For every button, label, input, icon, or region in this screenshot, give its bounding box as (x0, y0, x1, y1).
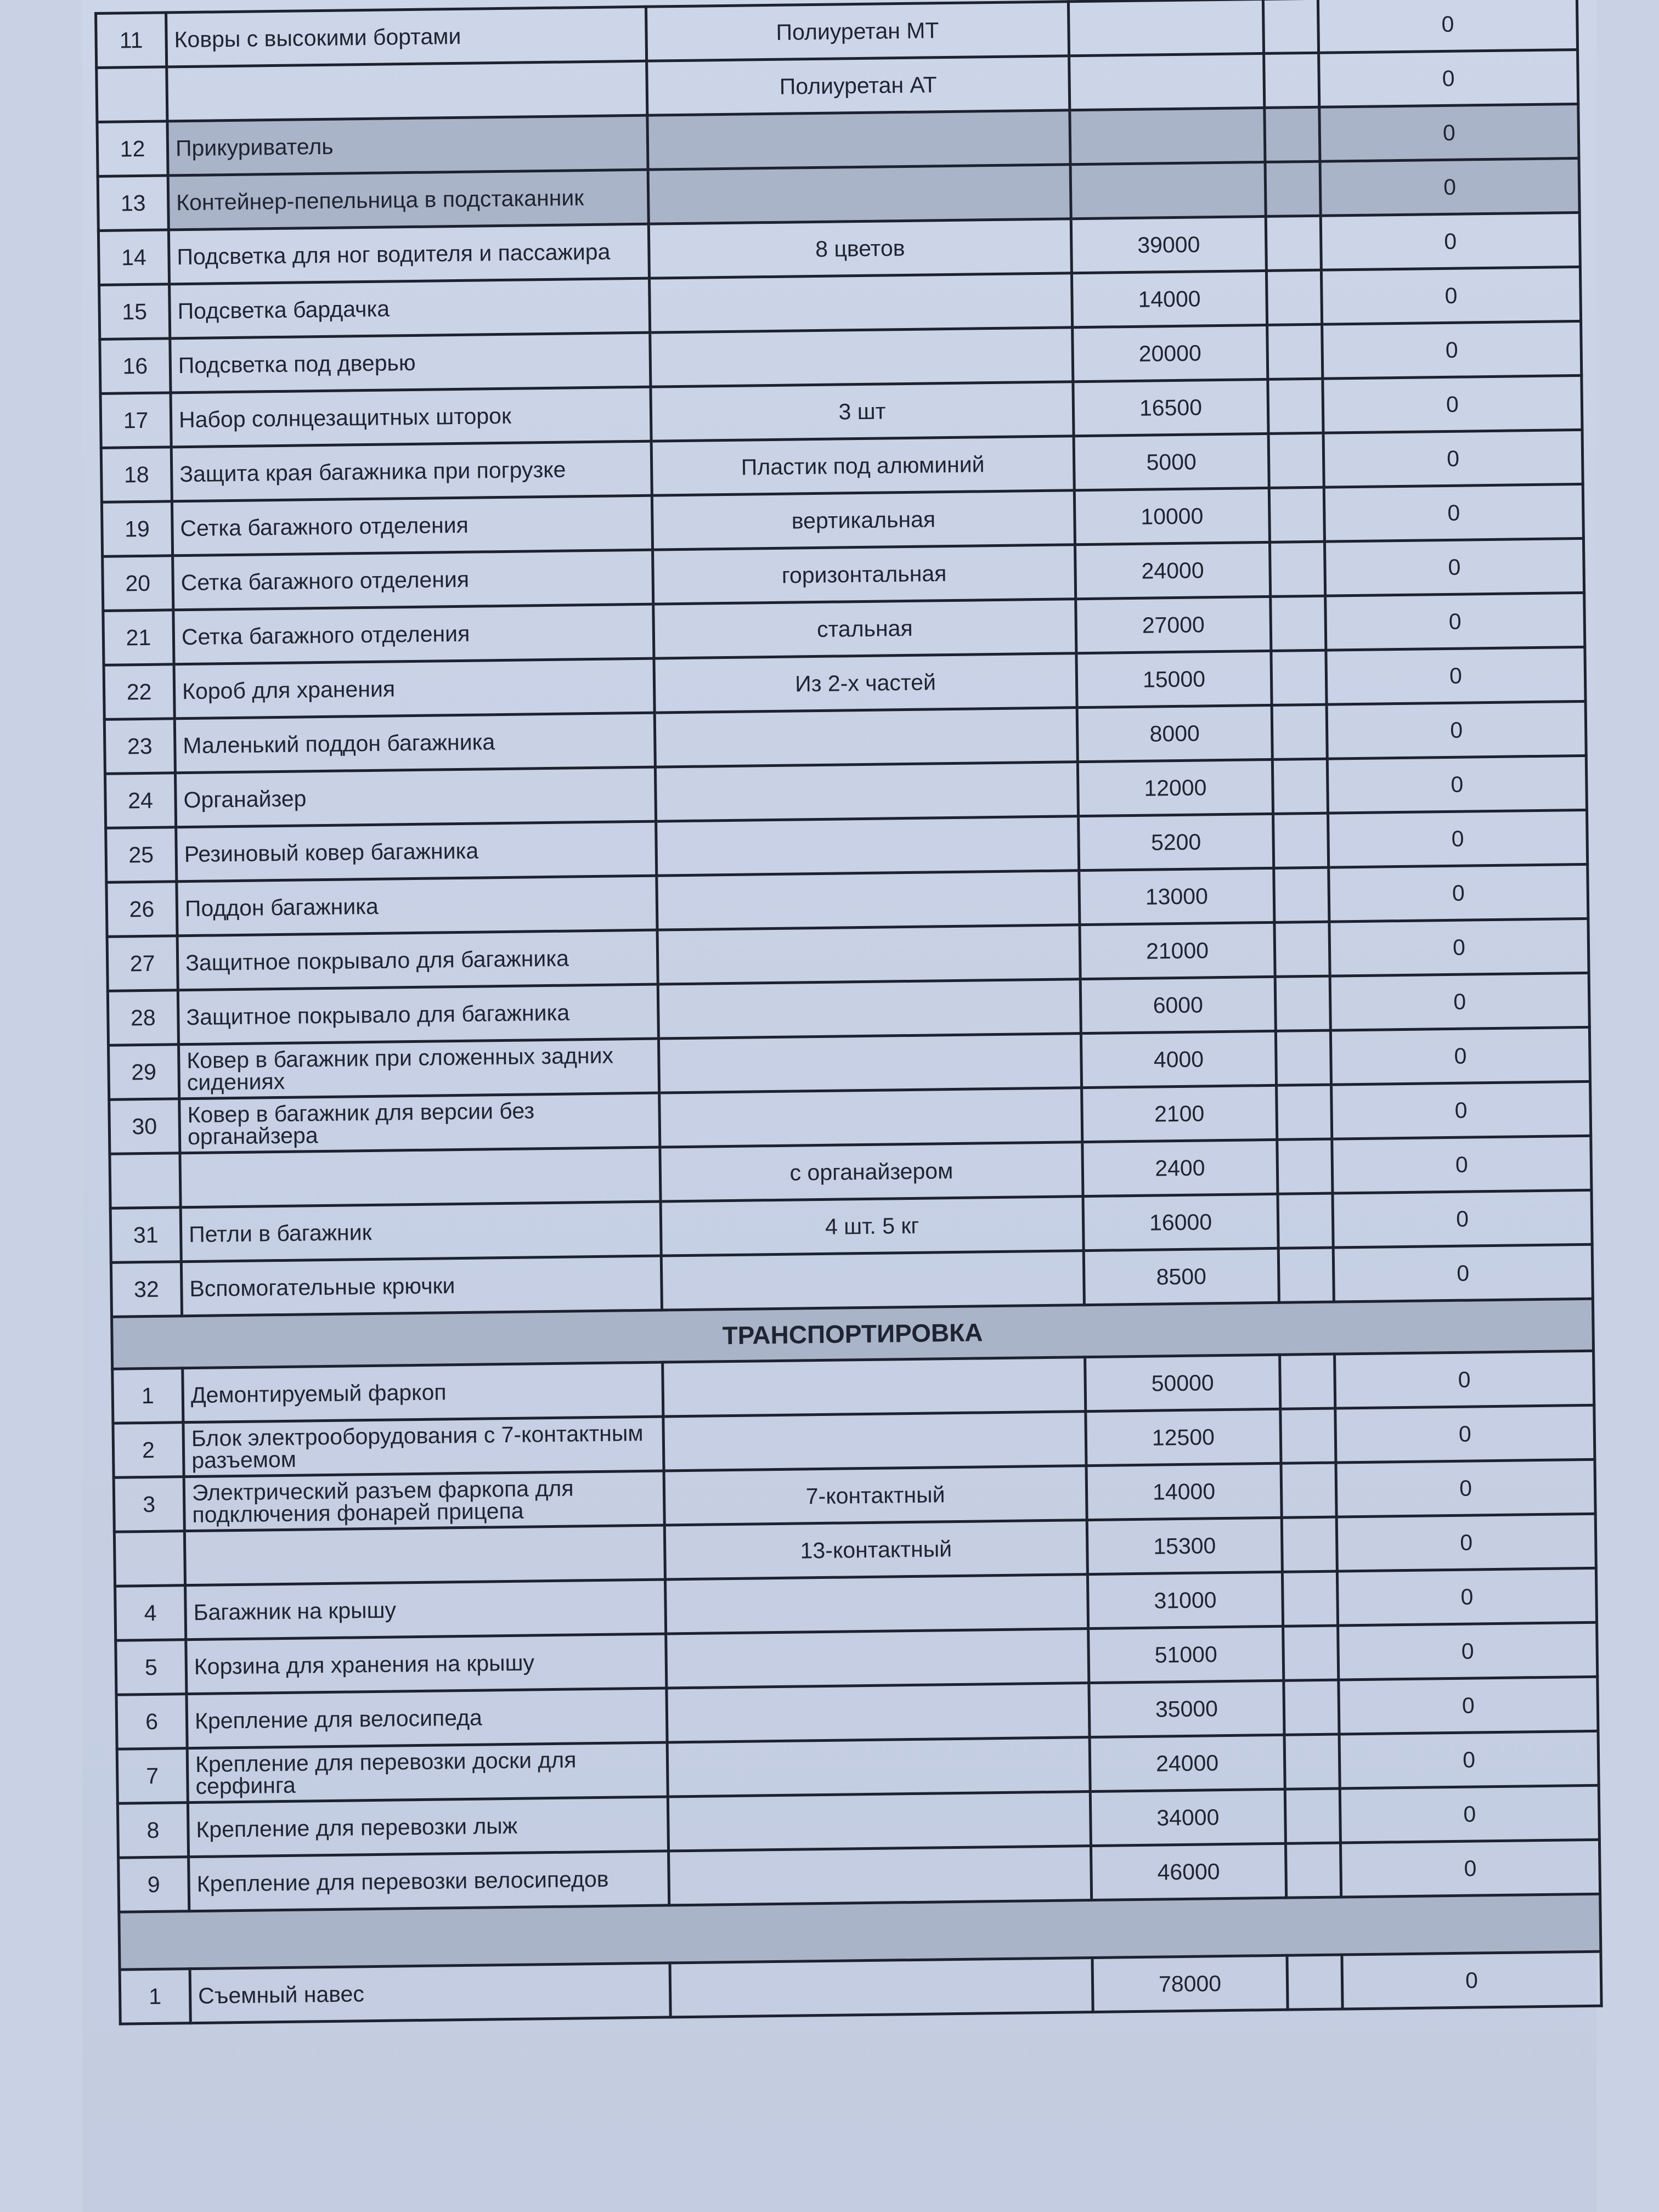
item-variant (667, 1683, 1090, 1742)
item-quantity: 0 (1319, 49, 1578, 107)
item-price: 39000 (1071, 216, 1266, 273)
item-number: 15 (99, 284, 170, 340)
item-name: Крепление для перевозки доски для серфинга (187, 1742, 668, 1803)
item-name: Подсветка для ног водителя и пассажира (168, 224, 649, 284)
item-extra (1277, 1139, 1333, 1194)
item-name: Съемный навес (190, 1963, 670, 2023)
item-extra (1266, 270, 1322, 325)
item-quantity: 0 (1318, 0, 1577, 53)
item-extra (1263, 0, 1318, 53)
item-price: 20000 (1073, 325, 1268, 381)
item-quantity: 0 (1326, 647, 1585, 704)
item-number: 4 (115, 1585, 186, 1641)
item-price: 5200 (1079, 814, 1274, 870)
item-quantity: 0 (1323, 430, 1583, 487)
item-name: Защитное покрывало для багажника (177, 930, 658, 990)
item-name: Набор солнцезащитных шторок (171, 387, 651, 447)
item-quantity: 0 (1336, 1514, 1596, 1571)
item-name: Подсветка бардачка (170, 278, 650, 338)
item-name: Защитное покрывало для багажника (178, 984, 658, 1045)
item-quantity: 0 (1335, 1351, 1594, 1408)
item-extra (1273, 813, 1329, 868)
item-number: 8 (117, 1803, 188, 1858)
transport-rows (112, 1351, 1600, 1912)
item-number: 30 (109, 1099, 180, 1154)
item-name: Блок электрооборудования с 7-контактным разъемом (183, 1417, 664, 1477)
item-variant (667, 1737, 1090, 1797)
item-extra (1280, 1408, 1336, 1463)
item-quantity: 0 (1330, 1027, 1590, 1085)
accessories-price-table (94, 0, 1603, 2025)
item-extra (1266, 216, 1321, 270)
item-name: Петли в багажник (180, 1201, 661, 1262)
item-name: Подсветка под дверью (170, 332, 651, 393)
item-variant: Из 2-х частей (654, 653, 1077, 713)
item-number: 9 (119, 1857, 189, 1912)
item-number (114, 1531, 185, 1587)
item-number: 28 (108, 990, 178, 1046)
item-name: Демонтируемый фаркоп (183, 1362, 663, 1423)
item-variant (650, 328, 1073, 387)
item-price: 24000 (1075, 542, 1270, 599)
item-quantity: 0 (1329, 918, 1589, 976)
item-name (184, 1525, 665, 1585)
item-variant (655, 762, 1078, 821)
item-quantity: 0 (1325, 592, 1585, 650)
item-name: Резиновый ковер багажника (176, 821, 657, 882)
item-extra (1268, 379, 1323, 433)
item-price: 21000 (1080, 922, 1275, 979)
item-extra (1275, 976, 1330, 1031)
item-number: 19 (101, 501, 172, 557)
item-variant: 4 шт. 5 кг (661, 1197, 1084, 1256)
item-price: 12500 (1086, 1409, 1281, 1465)
item-number: 13 (98, 176, 168, 231)
item-quantity: 0 (1333, 1244, 1593, 1302)
item-extra (1265, 107, 1320, 162)
item-extra (1282, 1571, 1338, 1626)
item-number: 23 (104, 719, 175, 774)
item-variant: 13-контактный (664, 1520, 1087, 1579)
item-extra (1287, 1955, 1342, 2010)
item-number: 3 (114, 1477, 184, 1532)
item-name: Маленький поддон багажника (174, 713, 655, 773)
item-number (97, 67, 167, 122)
item-variant (648, 165, 1071, 224)
item-quantity: 0 (1331, 1081, 1591, 1139)
item-number: 7 (117, 1748, 188, 1804)
item-quantity: 0 (1340, 1785, 1599, 1843)
item-name: Крепление для перевозки велосипедов (189, 1851, 669, 1911)
item-variant (668, 1792, 1091, 1851)
item-name: Корзина для хранения на крышу (186, 1634, 667, 1694)
item-variant: с органайзером (660, 1142, 1083, 1201)
item-number: 18 (101, 447, 172, 503)
item-variant (659, 1088, 1082, 1147)
item-name (180, 1147, 661, 1207)
item-number: 32 (111, 1262, 182, 1317)
item-name: Контейнер-пепельница в подстаканник (168, 170, 648, 230)
item-price: 15300 (1087, 1517, 1282, 1574)
item-number: 21 (103, 610, 174, 665)
item-price: 50000 (1085, 1355, 1280, 1411)
item-name: Ковры с высокими бортами (166, 7, 647, 67)
item-quantity: 0 (1338, 1622, 1598, 1680)
item-price: 2100 (1082, 1085, 1277, 1142)
item-quantity: 0 (1339, 1731, 1599, 1788)
item-number: 6 (116, 1694, 187, 1750)
item-price: 31000 (1087, 1572, 1283, 1628)
item-quantity: 0 (1332, 1136, 1592, 1193)
item-quantity: 0 (1335, 1405, 1595, 1463)
item-extra (1284, 1680, 1339, 1735)
item-price: 6000 (1080, 977, 1276, 1033)
accessories-rows (96, 0, 1593, 1317)
item-price: 46000 (1091, 1843, 1286, 1900)
item-variant: 7-контактный (664, 1466, 1087, 1525)
item-price: 2400 (1082, 1139, 1278, 1196)
item-variant (658, 1034, 1081, 1093)
item-variant (663, 1357, 1086, 1417)
item-price: 78000 (1092, 1955, 1288, 2012)
item-quantity: 0 (1324, 538, 1584, 596)
item-quantity: 0 (1337, 1568, 1596, 1626)
item-price (1070, 108, 1265, 164)
item-quantity: 0 (1323, 375, 1582, 433)
item-quantity: 0 (1327, 701, 1586, 759)
item-quantity: 0 (1329, 864, 1588, 922)
item-quantity: 0 (1320, 158, 1579, 216)
item-name: Сетка багажного отделения (173, 604, 654, 664)
item-extra (1282, 1517, 1337, 1572)
item-price: 24000 (1090, 1735, 1285, 1791)
item-number: 5 (116, 1640, 187, 1695)
item-name: Крепление для велосипеда (187, 1688, 667, 1748)
item-number: 14 (98, 230, 169, 285)
item-extra (1278, 1248, 1334, 1302)
item-price: 14000 (1086, 1463, 1282, 1520)
item-variant (656, 816, 1079, 876)
item-quantity: 0 (1330, 973, 1589, 1030)
item-extra (1283, 1626, 1339, 1680)
item-extra (1274, 867, 1329, 922)
item-extra (1281, 1463, 1336, 1517)
item-price: 27000 (1076, 596, 1271, 653)
item-price: 5000 (1074, 433, 1269, 490)
item-variant: стальная (653, 599, 1076, 658)
item-variant (665, 1575, 1088, 1634)
item-quantity: 0 (1342, 1951, 1601, 2009)
item-extra (1267, 324, 1323, 379)
item-extra (1272, 759, 1328, 814)
item-name (167, 61, 647, 121)
item-price: 15000 (1076, 651, 1272, 707)
item-number: 22 (104, 664, 174, 720)
item-number (110, 1153, 180, 1209)
item-variant: Полиуретан МТ (646, 2, 1069, 61)
item-name: Прикуриватель (167, 115, 648, 176)
item-extra (1264, 53, 1319, 108)
item-name: Ковер в багажник при сложенных задних сидениях (179, 1039, 659, 1099)
item-number: 29 (109, 1045, 179, 1100)
item-quantity: 0 (1333, 1190, 1592, 1248)
item-variant (658, 979, 1081, 1039)
item-number: 17 (100, 393, 171, 448)
item-variant: 3 шт (651, 382, 1074, 441)
item-extra (1272, 704, 1327, 759)
item-variant (663, 1412, 1086, 1471)
item-variant (650, 273, 1073, 332)
item-extra (1274, 922, 1330, 977)
item-price: 8000 (1077, 705, 1272, 761)
item-number: 1 (112, 1368, 183, 1424)
item-price: 16500 (1073, 379, 1268, 436)
item-quantity: 0 (1321, 267, 1581, 324)
item-name: Поддон багажника (177, 876, 657, 936)
item-number: 11 (96, 13, 167, 68)
item-variant (670, 1958, 1093, 2017)
item-price: 10000 (1074, 488, 1269, 544)
item-extra (1277, 1085, 1332, 1139)
item-number: 20 (103, 556, 173, 611)
item-variant: Полиуретан АТ (647, 56, 1070, 115)
item-extra (1271, 650, 1327, 705)
item-price (1070, 162, 1266, 218)
item-number: 31 (110, 1207, 181, 1263)
item-name: Электрический разъем фаркопа для подключения фонарей прицепа (184, 1471, 664, 1531)
item-extra (1276, 1030, 1331, 1085)
item-price: 51000 (1088, 1626, 1284, 1683)
item-quantity: 0 (1336, 1459, 1595, 1517)
item-quantity: 0 (1339, 1677, 1598, 1734)
item-extra (1269, 541, 1325, 596)
item-price: 14000 (1071, 270, 1267, 327)
item-quantity: 0 (1322, 321, 1582, 379)
item-price: 16000 (1083, 1194, 1278, 1250)
item-name: Органайзер (175, 767, 656, 827)
item-extra (1265, 161, 1321, 216)
item-variant (647, 110, 1070, 170)
item-extra (1271, 596, 1326, 651)
item-extra (1280, 1354, 1335, 1409)
item-quantity: 0 (1340, 1839, 1600, 1897)
item-extra (1285, 1788, 1340, 1843)
item-name: Багажник на крышу (185, 1579, 666, 1640)
item-variant (657, 925, 1080, 984)
item-extra (1269, 487, 1324, 542)
item-name: Короб для хранения (174, 658, 654, 719)
item-number: 2 (113, 1423, 184, 1478)
item-name: Защита края багажника при погрузке (171, 441, 652, 501)
item-quantity: 0 (1324, 484, 1583, 541)
item-price: 34000 (1090, 1789, 1285, 1846)
item-extra (1268, 433, 1324, 488)
item-price: 12000 (1077, 759, 1273, 816)
item-price (1069, 53, 1265, 110)
item-name: Вспомогательные крючки (181, 1256, 662, 1316)
item-name: Сетка багажного отделения (173, 550, 653, 610)
section-title-transport: ТРАНСПОРТИРОВКА (112, 1299, 1594, 1369)
item-variant (661, 1251, 1084, 1310)
item-number: 26 (106, 882, 177, 937)
item-quantity: 0 (1328, 810, 1588, 867)
item-number: 27 (107, 936, 178, 991)
item-price: 8500 (1084, 1248, 1279, 1305)
item-variant: Пластик под алюминий (651, 436, 1074, 495)
item-quantity: 0 (1319, 104, 1579, 161)
item-price: 4000 (1081, 1031, 1276, 1087)
item-variant: горизонтальная (653, 545, 1076, 604)
item-name: Ковер в багажник для версии без органайзера (179, 1093, 660, 1153)
item-variant: 8 цветов (648, 219, 1071, 278)
item-number: 12 (97, 121, 168, 177)
item-name: Крепление для перевозки лыж (188, 1797, 668, 1857)
item-price: 13000 (1079, 868, 1274, 924)
item-price: 35000 (1089, 1680, 1284, 1737)
item-variant: вертикальная (652, 490, 1075, 550)
item-extra (1285, 1843, 1341, 1898)
item-price (1068, 0, 1263, 56)
item-variant (657, 871, 1080, 930)
item-number: 16 (100, 338, 171, 394)
item-name: Сетка багажного отделения (172, 495, 652, 556)
item-extra (1278, 1193, 1333, 1248)
item-extra (1284, 1734, 1340, 1789)
item-variant (654, 708, 1077, 767)
item-quantity: 0 (1321, 212, 1580, 270)
item-number: 1 (120, 1969, 190, 2024)
item-quantity: 0 (1327, 755, 1587, 813)
item-variant (666, 1629, 1089, 1688)
item-number: 24 (105, 773, 176, 828)
item-number: 25 (106, 827, 177, 883)
item-variant (669, 1846, 1092, 1905)
